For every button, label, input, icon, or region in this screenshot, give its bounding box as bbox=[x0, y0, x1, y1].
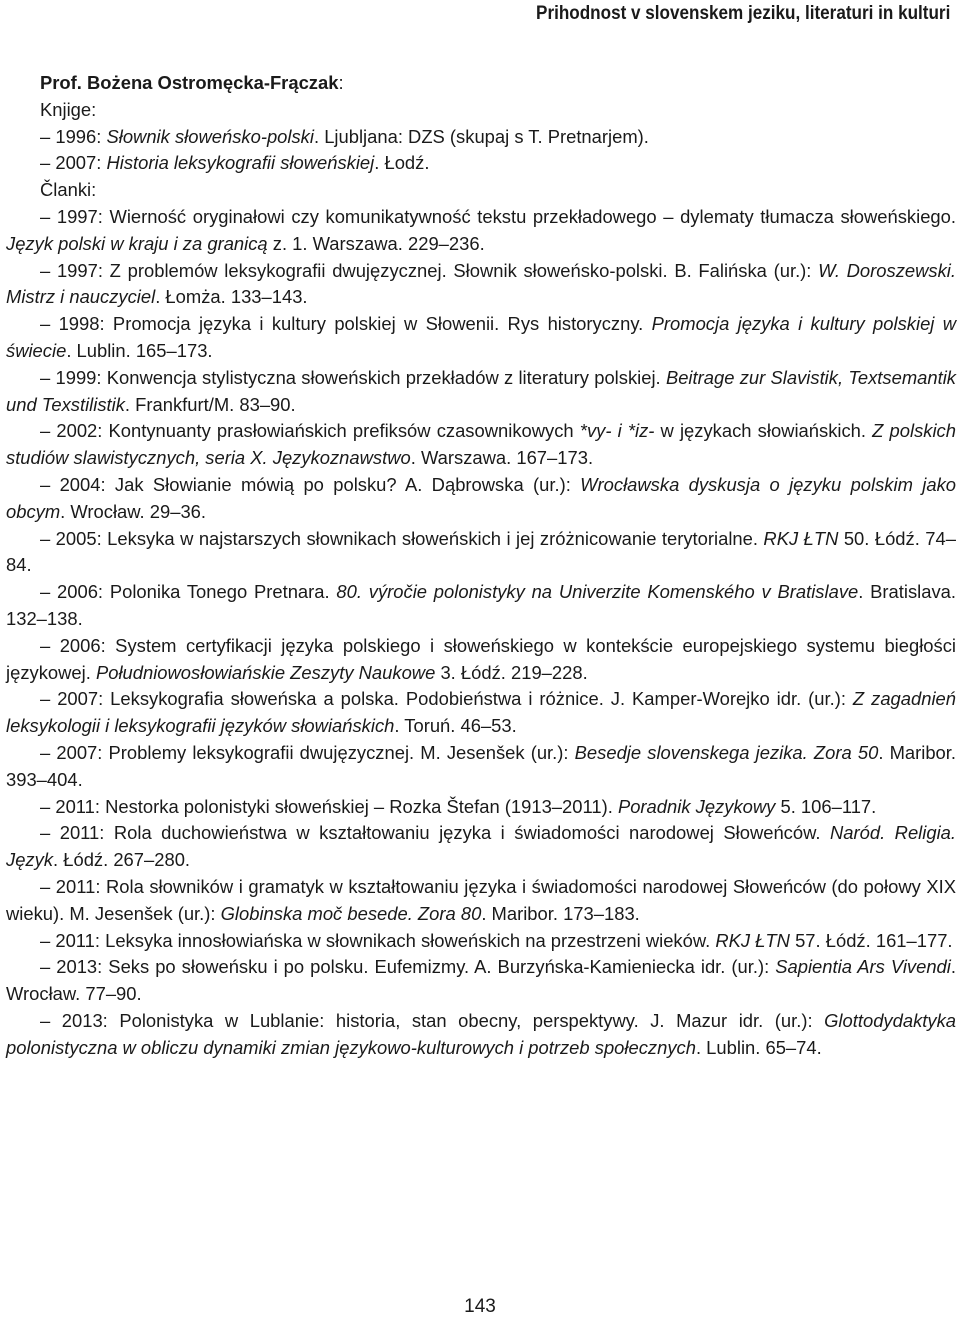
article-entry bbox=[6, 686, 956, 740]
entry-title: 80. výročie polonistyky na Univerzite Komenského v Bratislave bbox=[336, 581, 859, 603]
article-entry bbox=[6, 1008, 956, 1062]
entry-title: Z zagadnień leksykologii i leksykografii języków słowiańskich bbox=[6, 688, 956, 737]
entry-text: 5. 106–117. bbox=[775, 795, 877, 817]
article-entry bbox=[6, 418, 956, 472]
entry-text: . Frankfurt/M. 83–90. bbox=[124, 393, 296, 415]
books-heading: Knjige: bbox=[40, 98, 97, 120]
book-entry bbox=[6, 150, 956, 177]
entry-text: . Wrocław. 77–90. bbox=[6, 956, 956, 1005]
article-entry bbox=[6, 874, 956, 928]
article-entry bbox=[6, 526, 956, 580]
articles-list bbox=[6, 204, 956, 1062]
entry-text: . Łódź. 267–280. bbox=[53, 849, 191, 871]
entry-title: Beitrage zur Slavistik, Textsemantik und Texstilistik bbox=[6, 366, 956, 415]
entry-text: – 2006: System certyfikacji języka polskiego i słoweńskiego w kontekście europejskiego systemu biegłości językowej. bbox=[6, 634, 956, 683]
entry-title: Poradnik Językowy bbox=[617, 795, 776, 817]
entry-text: – 2007: bbox=[40, 152, 107, 174]
entry-text: . Ljubljana: DZS (skupaj s T. Pretnarjem). bbox=[313, 125, 649, 147]
entry-text: – 2011: Rola słowników i gramatyk w kształtowaniu języka i świadomości narodowej Słoweńców (do połowy XIX wieku). M. Jesenšek (ur.): bbox=[6, 875, 956, 924]
entry-text: – 2002: Kontynuanty prasłowiańskich prefiksów czasownikowych bbox=[40, 420, 580, 442]
article-entry bbox=[6, 311, 956, 365]
entry-text: – 1998: Promocja języka i kultury polskiej w Słowenii. Rys historyczny. bbox=[40, 313, 652, 335]
entry-text: – 1997: Wierność oryginałowi czy komunikatywność tekstu przekładowego – dylematy tłumacza słoweńskiego. bbox=[40, 205, 956, 227]
article-entry bbox=[6, 954, 956, 1008]
entry-text: . Wrocław. 29–36. bbox=[60, 500, 207, 522]
bibliography bbox=[6, 70, 956, 1061]
entry-title: W. Doroszewski. Mistrz i nauczyciel bbox=[6, 259, 956, 308]
article-entry bbox=[6, 633, 956, 687]
entry-text: – 2005: Leksyka w najstarszych słownikach słoweńskich i jej zróżnicowanie terytorialne. bbox=[40, 527, 764, 549]
entry-title: RKJ ŁTN bbox=[715, 929, 790, 951]
entry-text: z. 1. Warszawa. 229–236. bbox=[267, 232, 485, 254]
entry-text: – 2004: Jak Słowianie mówią po polsku? A. Dąbrowska (ur.): bbox=[40, 473, 581, 495]
entry-title: Promocja języka i kultury polskiej w świecie bbox=[6, 313, 956, 361]
article-entry bbox=[6, 472, 956, 526]
entry-text: . Toruń. 46–53. bbox=[394, 715, 517, 737]
entry-title: *vy- i *iz- bbox=[579, 420, 655, 442]
book-entry bbox=[6, 124, 956, 151]
article-entry bbox=[6, 258, 956, 312]
entry-title: Słownik słoweńsko-polski bbox=[106, 125, 314, 147]
entry-text: . Lublin. 165–173. bbox=[66, 339, 213, 361]
running-header: Prihodnost v slovenskem jeziku, literaturi in kulturi bbox=[535, 3, 950, 24]
entry-text: 57. Łódź. 161–177. bbox=[789, 929, 953, 951]
article-entry bbox=[6, 365, 956, 419]
author-line bbox=[6, 70, 956, 97]
entry-text: . Łomża. 133–143. bbox=[155, 286, 308, 308]
entry-text: – 2013: Polonistyka w Lublanie: historia, stan obecny, perspektywy. J. Mazur idr. (ur.): bbox=[40, 1009, 825, 1031]
entry-title: Wrocławska dyskusja o języku polskim jako obcym bbox=[6, 473, 956, 522]
entry-text: – 1996: bbox=[40, 125, 107, 147]
page-number: 143 bbox=[464, 1296, 496, 1317]
author-colon: : bbox=[338, 72, 344, 93]
entry-text: . Warszawa. 167–173. bbox=[410, 447, 594, 469]
entry-text: 50. Łódź. 74–84. bbox=[6, 527, 956, 576]
entry-title: Besedje slovenskega jezika. Zora 50 bbox=[574, 741, 879, 763]
entry-text: – 2011: Rola duchowieństwa w kształtowaniu języka i świadomości narodowej Słoweńców. bbox=[40, 822, 830, 844]
entry-text: . Bratislava. 132–138. bbox=[6, 581, 957, 629]
article-entry bbox=[6, 820, 956, 874]
entry-text: – 2007: Problemy leksykografii dwujęzycznej. M. Jesenšek (ur.): bbox=[40, 741, 575, 763]
author-name: Prof. Bożena Ostromęcka-Frączak bbox=[40, 72, 339, 93]
entry-title: Z polskich studiów slawistycznych, seria X. Językoznawstwo bbox=[6, 420, 956, 469]
entry-title: Sapientia Ars Vivendi bbox=[775, 956, 951, 978]
entry-text: . Lublin. 65–74. bbox=[695, 1036, 822, 1058]
entry-title: Naród. Religia. Język bbox=[6, 822, 957, 871]
entry-text: – 1997: Z problemów leksykografii dwujęzycznej. Słownik słoweńsko-polski. B. Falińska (ur.): bbox=[40, 259, 819, 281]
entry-text: 3. Łódź. 219–228. bbox=[435, 661, 588, 683]
entry-text: – 2011: Nestorka polonistyki słoweńskiej – Rozka Štefan (1913–2011). bbox=[40, 795, 618, 817]
entry-text: – 2013: Seks po słoweńsku i po polsku. Eufemizmy. A. Burzyńska-Kamieniecka idr. (ur.): bbox=[40, 956, 776, 978]
article-entry bbox=[6, 204, 956, 258]
article-entry bbox=[6, 928, 956, 955]
entry-title: Glottodydaktyka polonistyczna w obliczu dynamiki zmian językowo-kulturowych i potrzeb społecznych bbox=[6, 1009, 956, 1058]
entry-text: . Maribor. 393–404. bbox=[6, 741, 956, 790]
article-entry bbox=[6, 794, 956, 821]
entry-text: – 2007: Leksykografia słoweńska a polska. Podobieństwa i różnice. J. Kamper-Worejko idr. (ur.): bbox=[40, 688, 853, 710]
entry-text: w językach słowiańskich. bbox=[654, 420, 873, 442]
books-list bbox=[6, 124, 956, 178]
entry-text: – 1999: Konwencja stylistyczna słoweńskich przekładów z literatury polskiej. bbox=[40, 366, 666, 388]
entry-title: Południowosłowiańskie Zeszyty Naukowe bbox=[95, 661, 436, 683]
entry-text: . Łodź. bbox=[374, 152, 430, 174]
article-entry bbox=[6, 740, 956, 794]
entry-title: Globinska moč besede. Zora 80 bbox=[220, 902, 482, 924]
entry-title: RKJ ŁTN bbox=[763, 527, 839, 549]
entry-text: . Maribor. 173–183. bbox=[481, 902, 640, 924]
articles-heading: Članki: bbox=[40, 179, 97, 201]
entry-text: – 2006: Polonika Tonego Pretnara. bbox=[40, 581, 337, 603]
entry-title: Język polski w kraju i za granicą bbox=[6, 232, 268, 254]
article-entry bbox=[6, 579, 956, 633]
entry-text: – 2011: Leksyka innosłowiańska w słownikach słoweńskich na przestrzeni wieków. bbox=[40, 929, 716, 951]
entry-title: Historia leksykografii słoweńskiej bbox=[106, 152, 375, 174]
